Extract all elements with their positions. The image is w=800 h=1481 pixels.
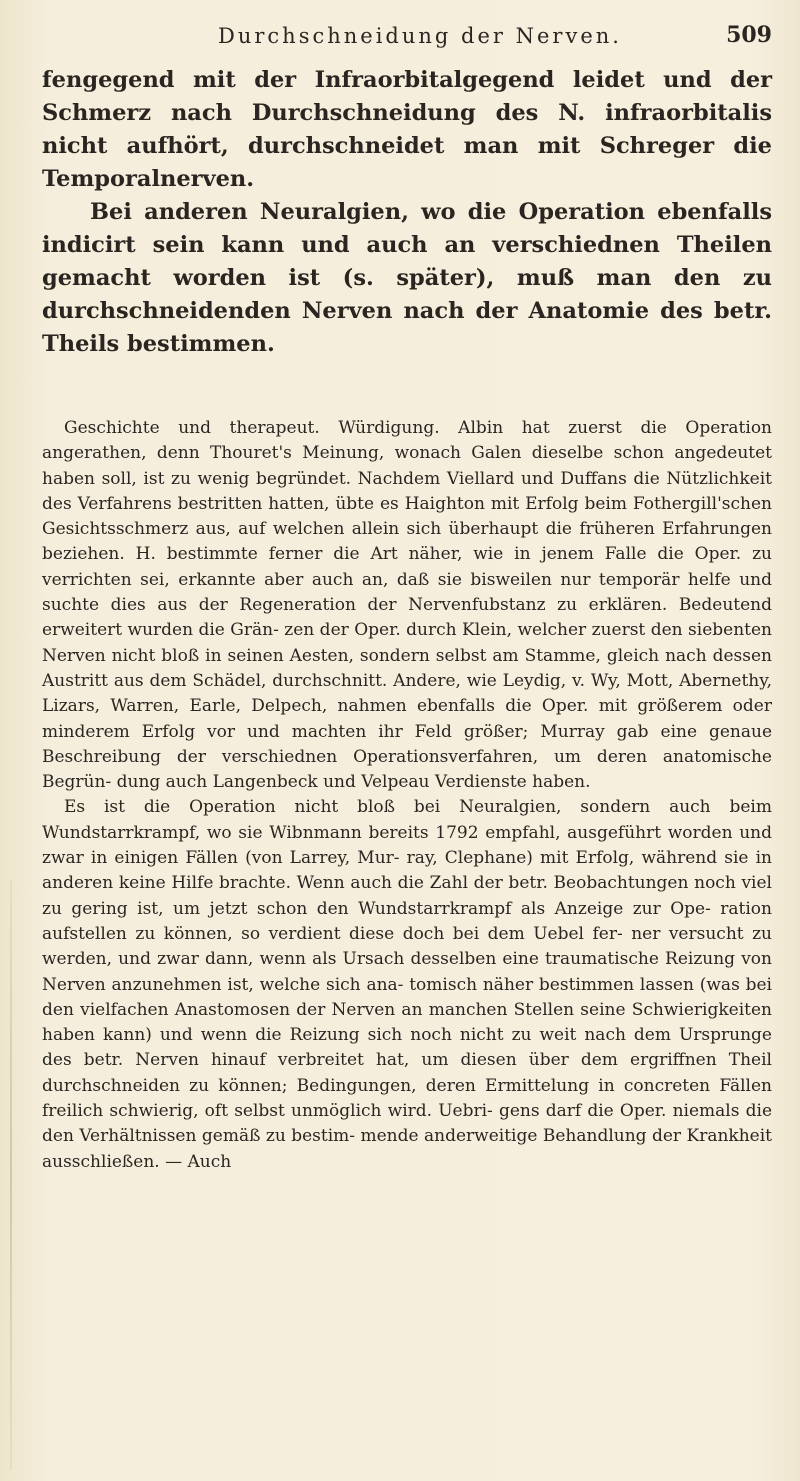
paragraph-wundstarrkrampf: Es ist die Operation nicht bloß bei Neuralgien, sondern auch beim Wundstarrkrampf, wo sie Wibnmann bereits 1792 empfahl, ausgeführt worden und zwar in einigen Fällen (von Larrey, Mur- ray, Clephane) mit Erfolg, während sie in anderen keine Hilfe brachte. Wenn auch die Zahl der betr. Beobachtungen noch viel zu gering ist, um jetzt schon den Wundstarrkrampf als Anzeige zur Ope- ration aufstellen zu können, so verdient diese doch bei dem Uebel fer- ner versucht zu werden, und zwar dann, wenn als Ursach desselben eine traumatische Reizung von Nerven anzunehmen ist, welche sich ana- tomisch näher bestimmen lassen (was bei den vielfachen Anastomosen der Nerven an manchen Stellen seine Schwierigkeiten haben kann) und wenn die Reizung sich noch nicht zu weit nach dem Ursprunge des betr. Nerven hinauf verbreitet hat, um diesen über dem ergriffnen Theil durchschneiden zu können; Bedingungen, deren Ermittelung in concreten Fällen freilich schwierig, oft selbst unmöglich wird. Uebri- gens darf die Oper. niemals die den Verhältnissen gemäß zu bestim- mende anderweitige Behandlung der Krankheit ausschließen. — Auch xyxy=(42,797,772,1172)
page-header xyxy=(60,22,780,58)
paragraph-neuralgien: Bei anderen Neuralgien, wo die Operation ebenfalls indicirt sein kann und auch an verschiednen Theilen gemacht worden ist (s. später), muß man den zu durchschneidenden Nerven nach der Anatomie des betr. Theils bestimmen. xyxy=(42,199,772,357)
main-text xyxy=(42,64,772,361)
page-number: 509 xyxy=(726,22,772,48)
small-print-text xyxy=(42,416,772,1175)
running-title: Durchschneidung der Nerven. xyxy=(218,24,622,48)
paragraph-geschichte: Geschichte und therapeut. Würdigung. Albin hat zuerst die Operation angerathen, denn Thouret's Meinung, wonach Galen dieselbe schon angedeutet haben soll, ist zu wenig begründet. Nachdem Viellard und Duffans die Nützlichkeit des Verfahrens bestritten hatten, übte es Haighton mit Erfolg beim Fothergill'schen Gesichtsschmerz aus, auf welchen allein sich überhaupt die früheren Erfahrungen beziehen. H. bestimmte ferner die Art näher, wie in jenem Falle die Oper. zu verrichten sei, erkannte aber auch an, daß sie bisweilen nur temporär helfe und suchte dies aus der Regeneration der Nervenfubstanz zu erklären. Bedeutend erweitert wurden die Grän- zen der Oper. durch Klein, welcher zuerst den siebenten Nerven nicht bloß in seinen Aesten, sondern selbst am Stamme, gleich nach dessen Austritt aus dem Schädel, durchschnitt. Andere, wie Leydig, v. Wy, Mott, Abernethy, Lizars, Warren, Earle, Delpech, nahmen ebenfalls die Oper. mit größerem oder minderem Erfolg vor und machten ihr Feld größer; Murray gab eine genaue Beschreibung der verschiednen Operationsverfahren, um deren anatomische Begrün- dung auch Langenbeck und Velpeau Verdienste haben. xyxy=(42,418,772,793)
paragraph-infraorbital: fengegend mit der Infraorbitalgegend leidet und der Schmerz nach Durchschneidung des N. infraorbitalis nicht aufhört, durchschneidet man mit Schreger die Temporalnerven. xyxy=(42,67,772,192)
page-edge-shadow xyxy=(10,880,12,1470)
